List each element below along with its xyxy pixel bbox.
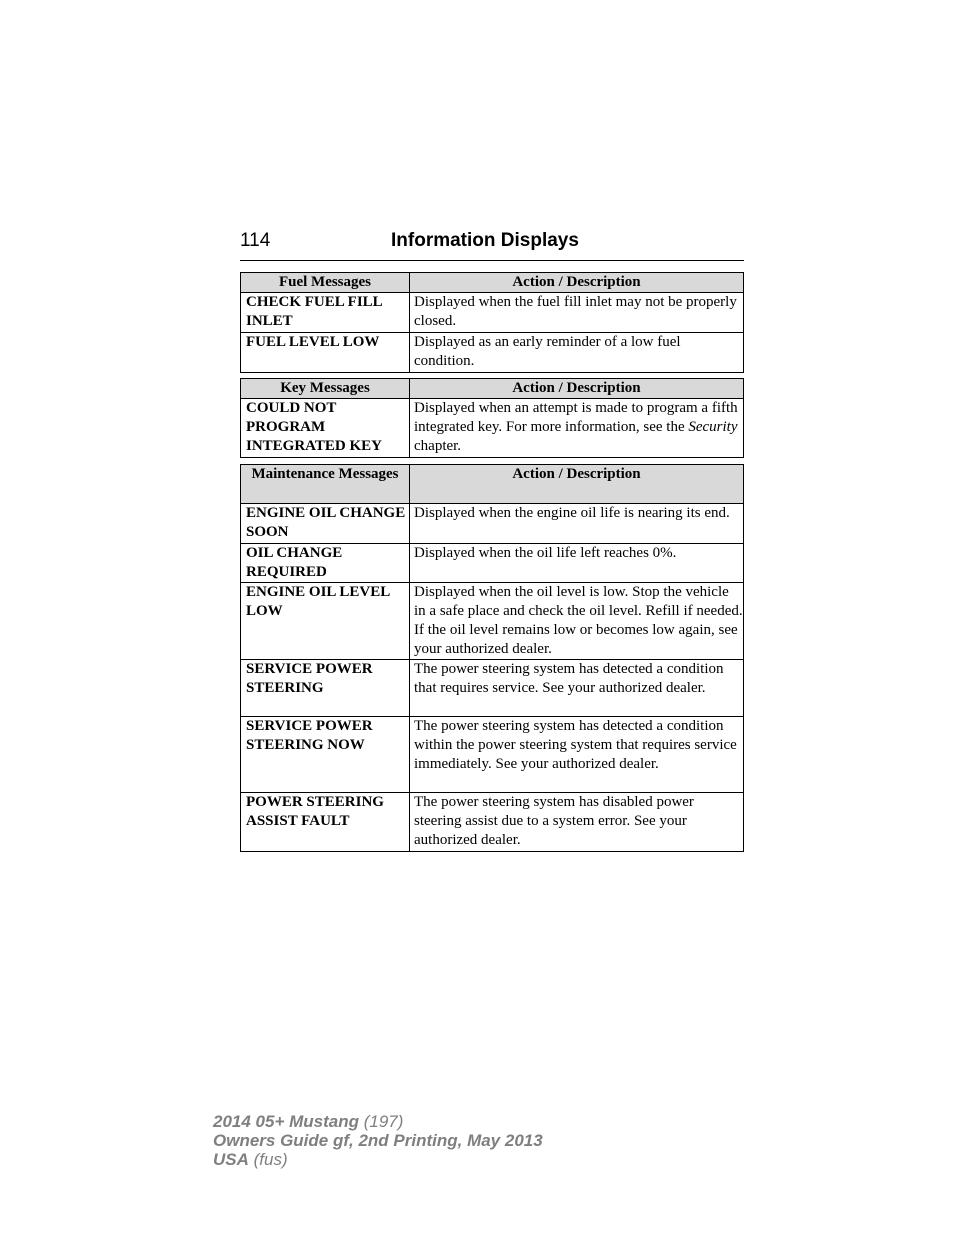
footer-line [213,1150,543,1169]
column-header: Action / Description [410,379,744,399]
page-number: 114 [240,230,271,251]
table-header-row [241,379,744,399]
column-header: Fuel Messages [241,273,410,293]
footer-code: (197) [359,1112,404,1131]
message-name: ENGINE OIL CHANGE SOON [241,504,410,544]
column-header: Maintenance Messages [241,465,410,504]
table-row [241,399,744,458]
message-name: ENGINE OIL LEVEL LOW [241,583,410,660]
print-footer [213,1112,543,1169]
security-chapter-ref: Security [688,419,738,435]
message-description [410,399,744,458]
footer-region-code: (fus) [248,1150,288,1169]
message-description: Displayed as an early reminder of a low fuel condition. [410,333,744,373]
message-description: Displayed when the oil level is low. Stop the vehicle in a safe place and check the oil level. Refill if needed. If the oil level remains low or becomes low again, see your authorized dealer. [410,583,744,660]
message-name: POWER STEERING ASSIST FAULT [241,793,410,852]
column-header: Action / Description [410,273,744,293]
maintenance-messages-table [240,464,744,852]
table-row [241,583,744,660]
table-row [241,544,744,583]
chapter-title: Information Displays [391,230,579,251]
message-description: The power steering system has detected a condition within the power steering system that requires service immediately. See your authorized dealer. [410,717,744,793]
footer-printing: Owners Guide gf, 2nd Printing, May 2013 [213,1131,543,1150]
page-header [240,230,744,261]
column-header: Key Messages [241,379,410,399]
message-name: FUEL LEVEL LOW [241,333,410,373]
table-row [241,660,744,717]
message-description: The power steering system has disabled power steering assist due to a system error. See your authorized dealer. [410,793,744,852]
description-text: Displayed when an attempt is made to program a fifth integrated key. For more information, see the [414,400,738,435]
footer-line [213,1112,543,1131]
message-name: CHECK FUEL FILL INLET [241,293,410,333]
footer-region: USA [213,1150,249,1169]
message-description: Displayed when the engine oil life is nearing its end. [410,504,744,544]
message-name: OIL CHANGE REQUIRED [241,544,410,583]
table-header-row [241,273,744,293]
message-name: SERVICE POWER STEERING NOW [241,717,410,793]
footer-model: 2014 05+ Mustang [213,1112,359,1131]
message-description: Displayed when the fuel fill inlet may not be properly closed. [410,293,744,333]
table-row [241,793,744,852]
table-header-row [241,465,744,504]
description-text: chapter. [414,438,462,454]
message-description: The power steering system has detected a condition that requires service. See your authorized dealer. [410,660,744,717]
table-row [241,717,744,793]
footer-line [213,1131,543,1150]
table-row [241,504,744,544]
column-header: Action / Description [410,465,744,504]
fuel-messages-table [240,272,744,373]
key-messages-table [240,378,744,458]
message-name: SERVICE POWER STEERING [241,660,410,717]
message-description: Displayed when the oil life left reaches 0%. [410,544,744,583]
message-name: COULD NOT PROGRAM INTEGRATED KEY [241,399,410,458]
table-row [241,293,744,333]
table-row [241,333,744,373]
